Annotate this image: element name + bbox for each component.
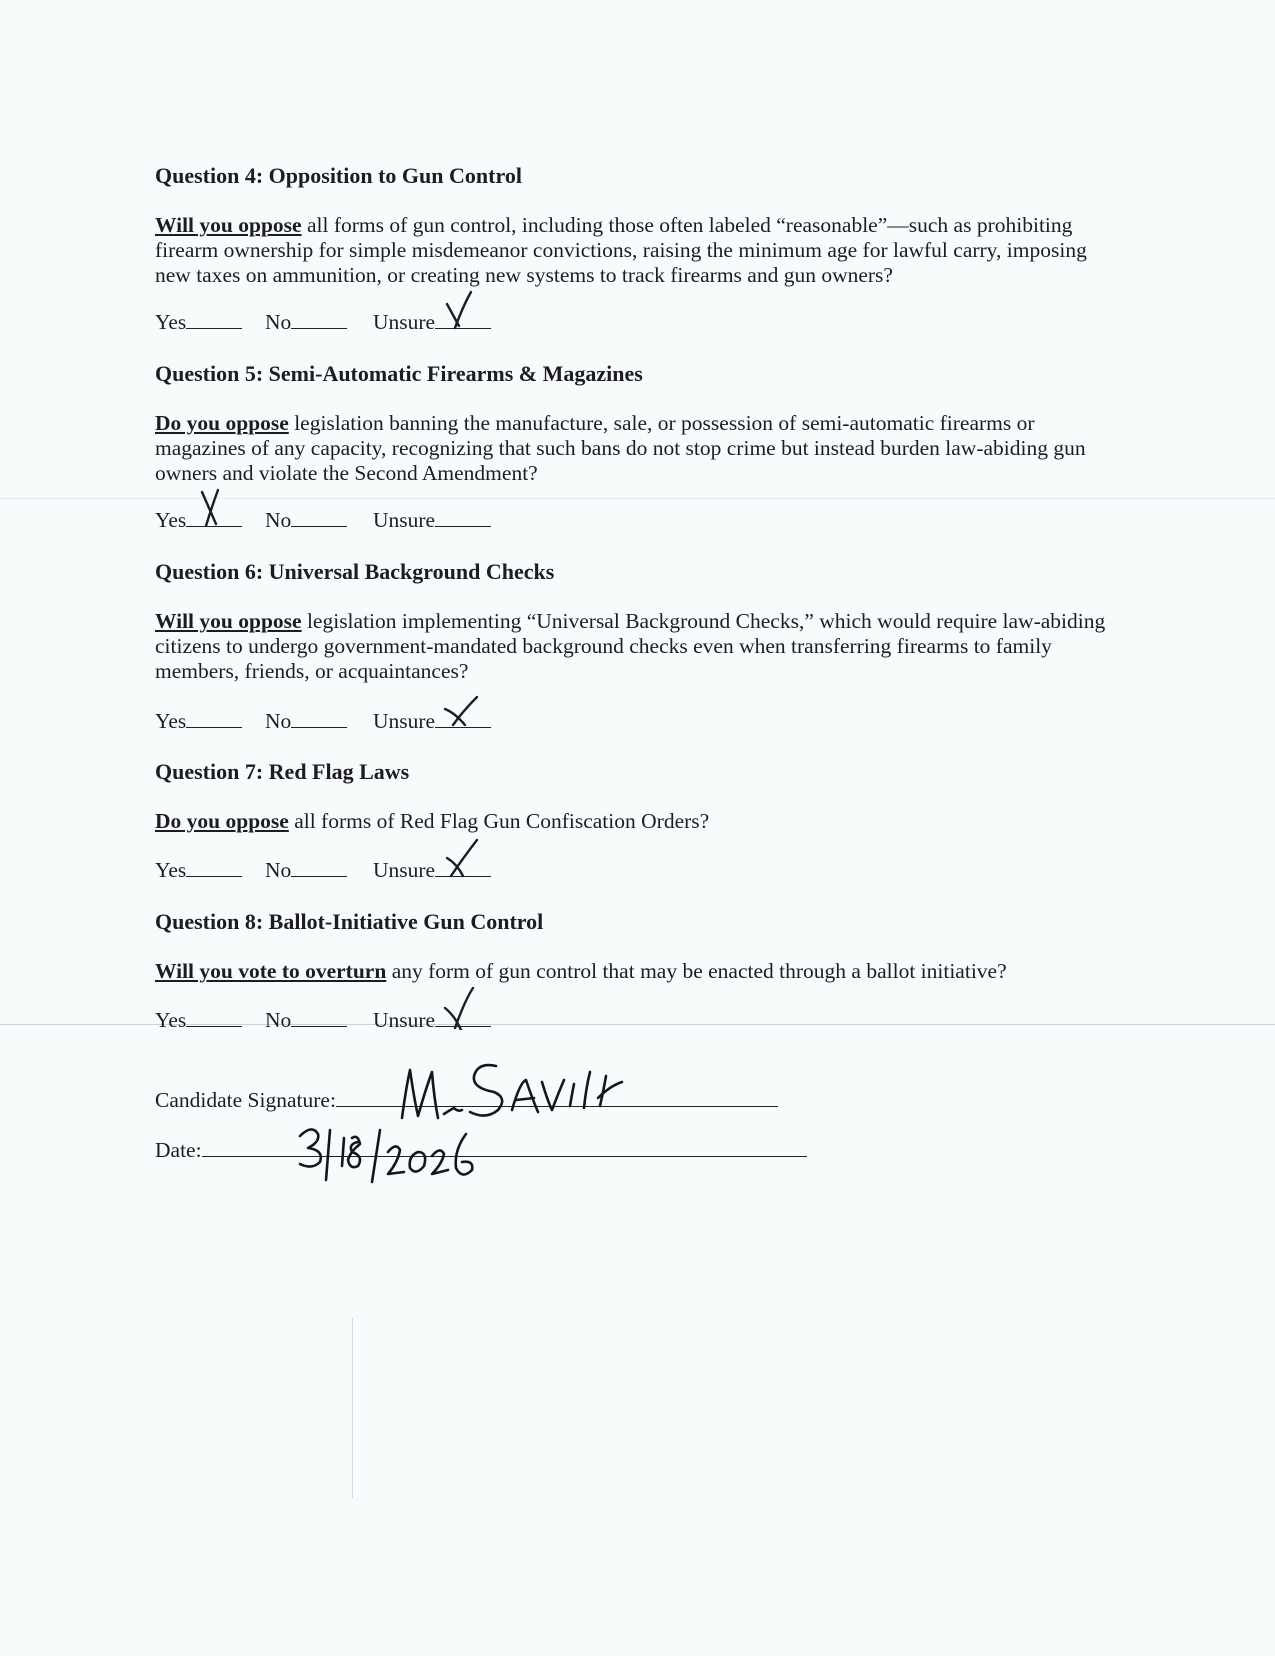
- option-label: Yes: [155, 1008, 187, 1032]
- answer-blank[interactable]: [435, 508, 491, 527]
- date-label: Date:: [155, 1138, 202, 1162]
- answer-blank[interactable]: [186, 858, 242, 877]
- question-7: [155, 759, 1115, 834]
- question-text: [155, 609, 1115, 684]
- date-line[interactable]: [202, 1138, 807, 1157]
- answer-blank[interactable]: [435, 709, 491, 728]
- x-checkmark: [441, 836, 481, 880]
- fold-line: [0, 498, 1275, 499]
- question-title: Question 7: Red Flag Laws: [155, 759, 410, 784]
- x-checkmark: [441, 288, 481, 332]
- answer-blank[interactable]: [186, 709, 242, 728]
- option-unsure[interactable]: [373, 508, 491, 533]
- answer-blank[interactable]: [435, 310, 491, 329]
- option-no[interactable]: [265, 709, 347, 734]
- option-label: Yes: [155, 508, 187, 532]
- option-yes[interactable]: [155, 858, 242, 883]
- question-4: [155, 163, 1115, 288]
- option-unsure[interactable]: [373, 709, 491, 734]
- question-body: any form of gun control that may be enacted through a ballot initiative?: [386, 959, 1007, 983]
- option-no[interactable]: [265, 310, 347, 335]
- question-6: [155, 559, 1115, 684]
- option-label: Unsure: [373, 508, 436, 532]
- answer-blank[interactable]: [291, 709, 347, 728]
- scan-edge-line: [352, 1318, 353, 1498]
- answer-blank[interactable]: [435, 1008, 491, 1027]
- question-title: Question 8: Ballot-Initiative Gun Control: [155, 909, 544, 934]
- option-unsure[interactable]: [373, 310, 491, 335]
- question-body: all forms of gun control, including those often labeled “reasonable”—such as prohibiting firearm ownership for simple misdemeanor convictions, raising the minimum age for lawful carry, imposing new taxes on ammunition, or creating new systems to track firearms and gun owners?: [155, 213, 1087, 287]
- answer-blank[interactable]: [291, 508, 347, 527]
- question-8: [155, 909, 1115, 984]
- question-lead: Do you oppose: [155, 411, 289, 435]
- answer-blank[interactable]: [291, 310, 347, 329]
- answer-row-q5: [155, 508, 555, 538]
- handwritten-date: [296, 1122, 496, 1188]
- option-label: Yes: [155, 709, 187, 733]
- option-label: No: [265, 310, 292, 334]
- option-unsure[interactable]: [373, 858, 491, 883]
- option-yes[interactable]: [155, 1008, 242, 1033]
- option-label: Yes: [155, 310, 187, 334]
- option-label: No: [265, 858, 292, 882]
- option-label: Yes: [155, 858, 187, 882]
- answer-row-q7: [155, 858, 555, 888]
- question-body: legislation banning the manufacture, sale, or possession of semi-automatic firearms or magazines of any capacity, recognizing that such bans do not stop crime but instead burden law-abiding gun owners and violate the Second Amendment?: [155, 411, 1086, 485]
- signature-label: Candidate Signature:: [155, 1088, 336, 1112]
- answer-blank[interactable]: [186, 310, 242, 329]
- question-text: [155, 809, 1115, 834]
- question-body: legislation implementing “Universal Background Checks,” which would require law-abiding citizens to undergo government-mandated background checks even when transferring firearms to family members, friends, or acquaintances?: [155, 609, 1106, 683]
- question-text: [155, 411, 1115, 486]
- option-yes[interactable]: [155, 709, 242, 734]
- question-lead: Will you oppose: [155, 609, 302, 633]
- option-label: Unsure: [373, 1008, 436, 1032]
- question-lead: Will you oppose: [155, 213, 302, 237]
- answer-blank[interactable]: [291, 858, 347, 877]
- question-body: all forms of Red Flag Gun Confiscation Orders?: [288, 809, 710, 833]
- x-checkmark: [192, 486, 232, 530]
- option-label: No: [265, 508, 292, 532]
- option-label: Unsure: [373, 709, 436, 733]
- answer-blank[interactable]: [435, 858, 491, 877]
- option-label: No: [265, 709, 292, 733]
- answer-row-q8: [155, 1008, 555, 1038]
- option-no[interactable]: [265, 858, 347, 883]
- option-label: Unsure: [373, 310, 436, 334]
- option-no[interactable]: [265, 1008, 347, 1033]
- option-yes[interactable]: [155, 310, 242, 335]
- option-label: Unsure: [373, 858, 436, 882]
- option-yes[interactable]: [155, 508, 242, 533]
- question-title: Question 4: Opposition to Gun Control: [155, 163, 522, 188]
- option-label: No: [265, 1008, 292, 1032]
- question-title: Question 6: Universal Background Checks: [155, 559, 555, 584]
- x-checkmark: [441, 687, 481, 731]
- handwritten-signature: [400, 1058, 630, 1128]
- answer-blank[interactable]: [186, 508, 242, 527]
- answer-blank[interactable]: [186, 1008, 242, 1027]
- question-title: Question 5: Semi-Automatic Firearms & Magazines: [155, 361, 643, 386]
- option-unsure[interactable]: [373, 1008, 491, 1033]
- answer-row-q6: [155, 709, 555, 739]
- answer-row-q4: [155, 310, 555, 340]
- option-no[interactable]: [265, 508, 347, 533]
- question-text: [155, 959, 1115, 984]
- question-lead: Do you oppose: [155, 809, 289, 833]
- question-lead: Will you vote to overturn: [155, 959, 387, 983]
- question-5: [155, 361, 1115, 486]
- answer-blank[interactable]: [291, 1008, 347, 1027]
- question-text: [155, 213, 1115, 288]
- x-checkmark: [441, 986, 481, 1030]
